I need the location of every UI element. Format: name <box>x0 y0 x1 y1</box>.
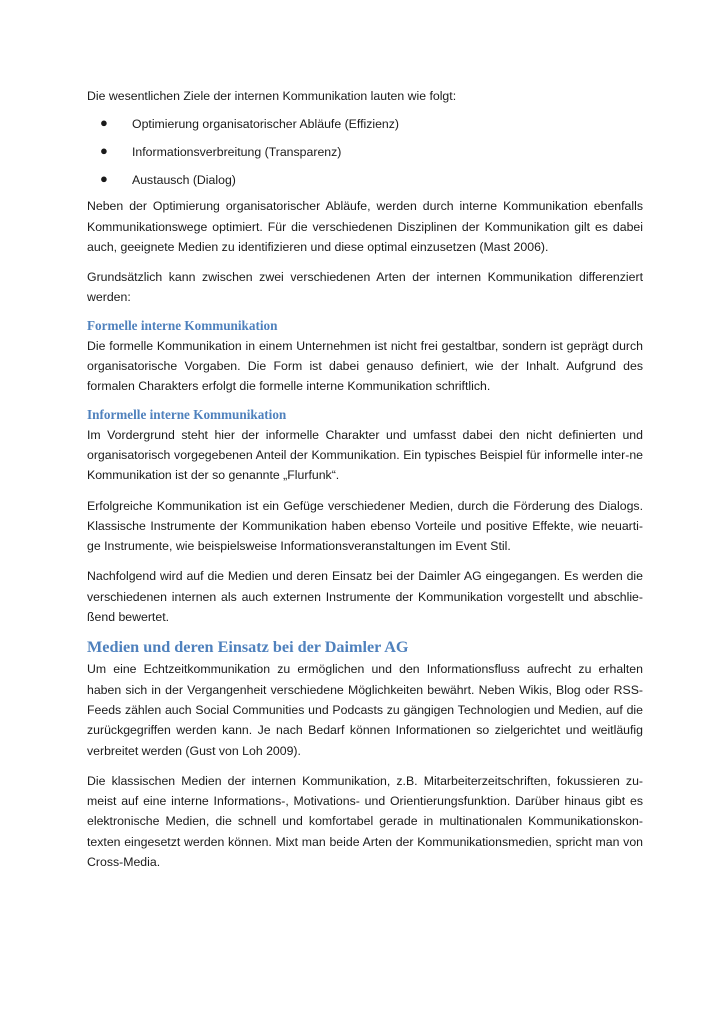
paragraph: Neben der Optimierung organisatorischer Abläufe, werden durch interne Kommunikation ebenfalls Kommunikationswege optimiert. Für die verschiedenen Disziplinen der Kommunikation gilt es dabei auch, geeignete Medien zu identifizieren und diese optimal einzusetzen (Mast 2006). <box>87 199 643 254</box>
goals-list <box>87 114 643 196</box>
paragraph: Die klassischen Medien der internen Kommunikation, z.B. Mitarbeiterzeitschriften, fokussieren zu-meist auf eine interne Informations-, Motivations- und Orientierungsfunktion. Darüber hinaus gibt es elektronische Medien, die schnell und komfortabel gerade in multinationalen Kommunikationskon-texten eingesetzt werden können. Mixt man beide Arten der Kommunikationsmedien, spricht man von Cross-Media. <box>87 773 643 870</box>
section-heading-media: Medien und deren Einsatz bei der Daimler AG <box>87 638 409 657</box>
intro-text: Die wesentlichen Ziele der internen Kommunikation lauten wie folgt: <box>87 89 457 103</box>
paragraph: Erfolgreiche Kommunikation ist ein Gefüge verschiedener Medien, durch die Förderung des Dialogs. Klassische Instrumente der Kommunikation haben ebenso Vorteile und positive Effekte, wie neuarti-ge Instrumente, wie beispielsweise Informationsveranstaltungen im Event Stil. <box>87 498 643 554</box>
list-item <box>87 170 643 196</box>
section-heading-informal: Informelle interne Kommunikation <box>87 406 287 422</box>
list-item-text: Informationsverbreitung (Transparenz) <box>132 145 342 160</box>
paragraph: Nachfolgend wird auf die Medien und deren Einsatz bei der Daimler AG eingegangen. Es werden die verschiedenen internen als auch externen Instrumente der Kommunikation vorgestellt und abschlie-ßend bewertet. <box>87 569 643 625</box>
paragraph: Im Vordergrund steht hier der informelle Charakter und umfasst dabei den nicht definierten und organisatorisch vorgegebenen Anteil der Kommunikation. Ein typisches Beispiel für informelle inter-ne Kommunikation ist der so genannte „Flurfunk“. <box>87 427 643 483</box>
document-body <box>87 86 643 872</box>
paragraph: Die formelle Kommunikation in einem Unternehmen ist nicht frei gestaltbar, sondern ist geprägt durch organisatorische Vorgaben. Die Form ist dabei genauso definiert, wie der Inhalt. Aufgrund des formalen Charakters erfolgt die formelle interne Kommunikation schriftlich. <box>87 338 643 394</box>
list-item <box>87 142 643 170</box>
paragraph: Grundsätzlich kann zwischen zwei verschiedenen Arten der internen Kommunikation differenziert werden: <box>87 270 643 305</box>
bullet-icon: ● <box>100 143 108 159</box>
list-item-text: Optimierung organisatorischer Abläufe (Effizienz) <box>132 117 400 132</box>
list-item <box>87 114 643 142</box>
paragraph: Um eine Echtzeitkommunikation zu ermöglichen und den Informationsfluss aufrecht zu erhalten haben sich in der Vergangenheit verschiedene Möglichkeiten bewährt. Neben Wikis, Blog oder RSS-Feeds zählen auch Social Communities und Podcasts zu gängigen Technologien und Medien, auf die zurückgegriffen werden kann. Je nach Bedarf können Informationen so zielgerichtet und weitläufig verbreitet werden (Gust von Loh 2009). <box>87 662 643 758</box>
bullet-icon: ● <box>100 115 108 131</box>
section-heading-formal: Formelle interne Kommunikation <box>87 317 278 333</box>
list-item-text: Austausch (Dialog) <box>132 173 236 188</box>
bullet-icon: ● <box>100 171 108 187</box>
